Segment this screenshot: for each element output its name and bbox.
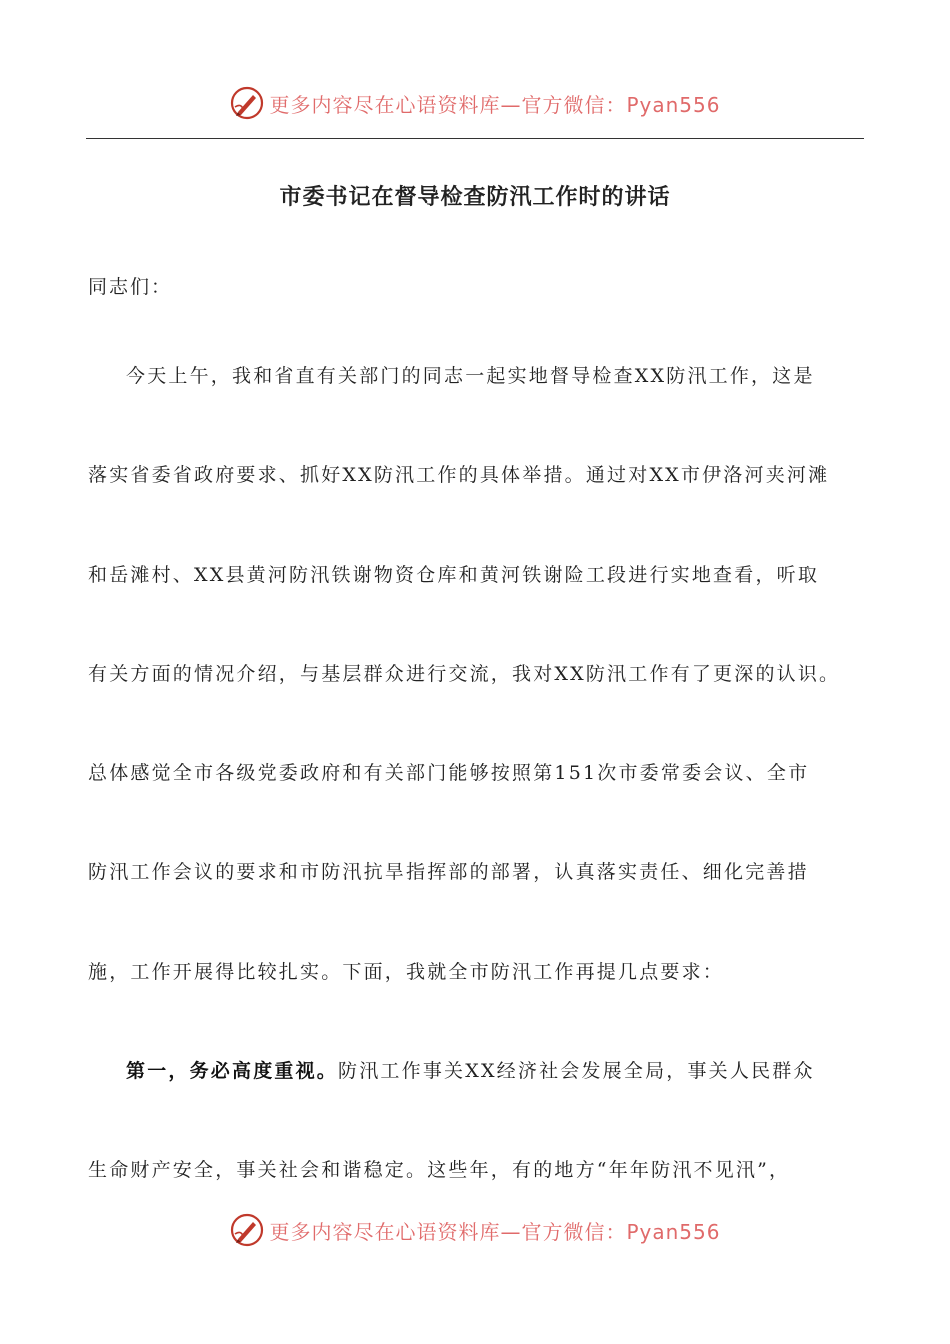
- point-one-text: 防汛工作事关XX经济社会发展全局，事关人民群众: [338, 1060, 815, 1083]
- footer-banner-text: 更多内容尽在心语资料库—官方微信：Pyan556: [269, 1219, 721, 1244]
- document-body: [88, 327, 878, 1221]
- pen-logo-icon: [229, 1212, 265, 1248]
- point-one-line: [88, 1022, 878, 1121]
- document-title: 市委书记在督导检查防汛工作时的讲话: [279, 184, 671, 210]
- header-divider: [86, 138, 864, 139]
- footer-banner: [0, 1210, 950, 1250]
- body-line: 防汛工作会议的要求和市防汛抗旱指挥部的部署，认真落实责任、细化完善措: [88, 861, 809, 884]
- greeting: 同志们：: [88, 276, 173, 298]
- body-line: 和岳滩村、XX县黄河防汛铁谢物资仓库和黄河铁谢险工段进行实地查看，听取: [88, 563, 820, 586]
- body-line: 生命财产安全，事关社会和谐稳定。这些年，有的地方“年年防汛不见汛”，: [88, 1159, 791, 1182]
- pen-logo-icon: [229, 85, 265, 121]
- point-one-heading: 第一，务必高度重视。: [126, 1060, 339, 1083]
- header-banner: [0, 83, 950, 123]
- body-line: 落实省委省政府要求、抓好XX防汛工作的具体举措。通过对XX市伊洛河夹河滩: [88, 464, 830, 487]
- body-line: 施，工作开展得比较扎实。下面，我就全市防汛工作再提几点要求：: [88, 960, 725, 983]
- body-line: 总体感觉全市各级党委政府和有关部门能够按照第151次市委常委会议、全市: [88, 762, 810, 785]
- body-line: 有关方面的情况介绍，与基层群众进行交流，我对XX防汛工作有了更深的认识。: [88, 662, 841, 685]
- body-line: 今天上午，我和省直有关部门的同志一起实地督导检查XX防汛工作，这是: [126, 365, 815, 387]
- header-banner-text: 更多内容尽在心语资料库—官方微信：Pyan556: [269, 92, 721, 117]
